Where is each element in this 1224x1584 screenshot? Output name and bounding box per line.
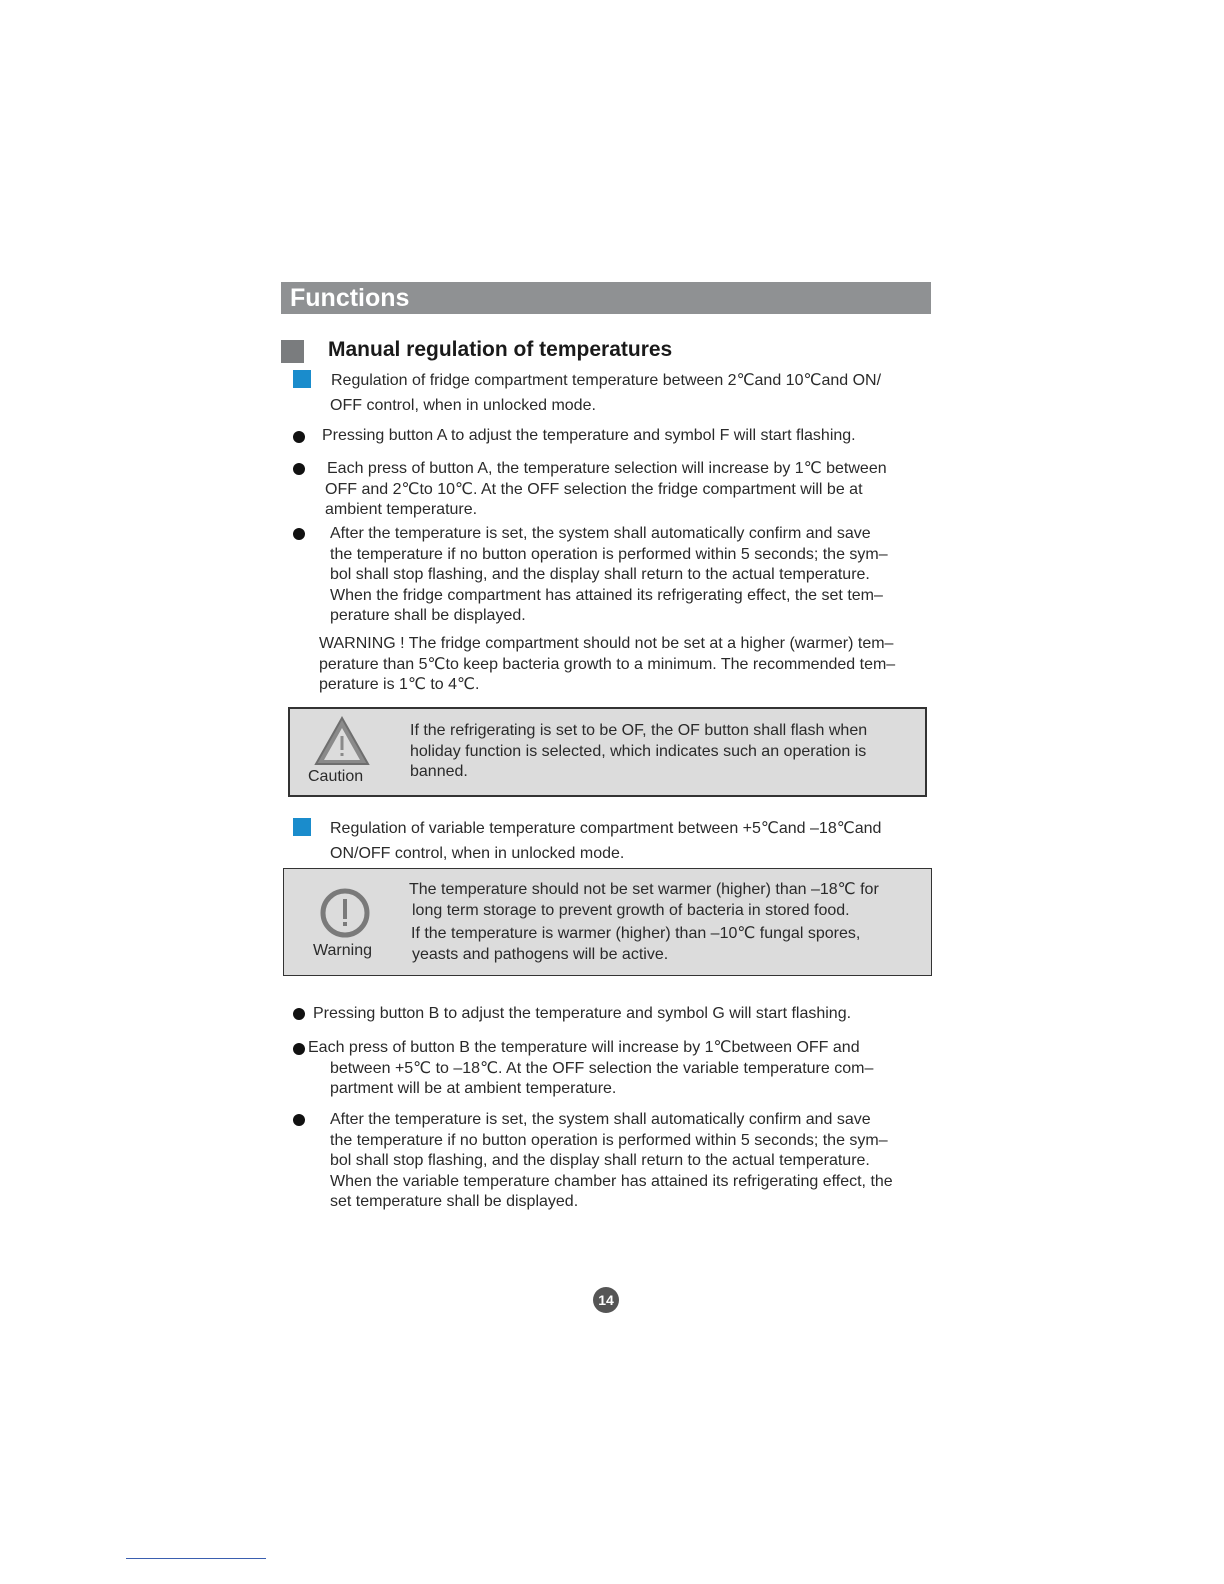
subsection-marker-icon [293,370,311,388]
caution-triangle-icon [313,715,371,767]
bullet-icon [293,1043,305,1055]
variable-bullet-2: Each press of button B the temperature will increase by 1℃between OFF and between +5℃ to –18℃. At the OFF selection the variable temperature com– partment will be at ambient temperature. [308,1039,874,1097]
fridge-bullet-1: Pressing button A to adjust the temperature and symbol F will start flashing. [322,427,856,444]
caution-text: If the refrigerating is set to be OF, the OF button shall flash when holiday function is selected, which indicates such an operation is banned. [410,722,868,780]
warning-box [283,868,932,976]
header-title: Functions [290,284,410,312]
fridge-warning-text: WARNING ! The fridge compartment should not be set at a higher (warmer) tem– perature than 5℃to keep bacteria growth to a minimum. The recommended tem– perature is 1℃ to 4℃. [319,635,896,693]
caution-box [288,707,927,797]
bullet-icon [293,528,305,540]
fridge-heading: Regulation of fridge compartment temperature between 2℃and 10℃and ON/ OFF control, when in unlocked mode. [330,372,882,414]
warning-text: The temperature should not be set warmer (higher) than –18℃ for long term storage to prevent growth of bacteria in stored food. If the temperature is warmer (higher) than –10℃ fungal spores, yeasts and pathogens will be active. [409,881,879,963]
section-marker-icon [281,340,304,363]
bullet-icon [293,463,305,475]
page-number: 14 [593,1287,619,1313]
subsection-marker-icon [293,818,311,836]
bullet-icon [293,1008,305,1020]
warning-label: Warning [313,942,372,959]
variable-bullet-3: After the temperature is set, the system shall automatically confirm and save the temperature if no button operation is performed within 5 seconds; the sym– bol shall stop flashing, and the display shall return to the actual temperature. When the variable temperature chamber has attained its refrigerating effect, the set temperature shall be displayed. [330,1111,893,1210]
bullet-icon [293,431,305,443]
warning-exclamation-icon [319,887,371,939]
fridge-bullet-3: After the temperature is set, the system shall automatically confirm and save the temperature if no button operation is performed within 5 seconds; the sym– bol shall stop flashing, and the display shall return to the actual temperature. When the fridge compartment has attained its refrigerating effect, the set tem– perature shall be displayed. [330,525,888,624]
footer-divider [126,1558,266,1559]
caution-label: Caution [308,768,364,785]
fridge-bullet-2: Each press of button A, the temperature selection will increase by 1℃ between OFF and 2℃to 10℃. At the OFF selection the fridge compartment will be at ambient temperature. [325,460,887,518]
section-title: Manual regulation of temperatures [328,338,673,361]
bullet-icon [293,1114,305,1126]
variable-bullet-1: Pressing button B to adjust the temperature and symbol G will start flashing. [313,1005,852,1022]
section-header-bar [281,282,931,314]
variable-heading: Regulation of variable temperature compartment between +5℃and –18℃and ON/OFF control, when in unlocked mode. [330,820,882,862]
